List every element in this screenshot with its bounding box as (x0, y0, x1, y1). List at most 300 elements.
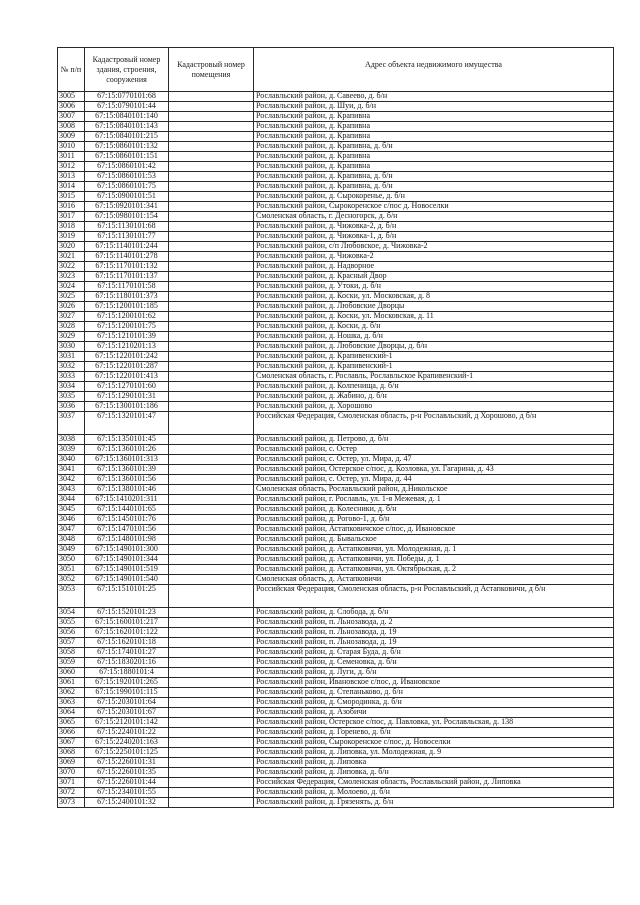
address-cell: Российская Федерация, Смоленская область, Рославльский район, д. Липовка (254, 778, 614, 788)
table-row (58, 435, 614, 445)
table-row (58, 392, 614, 402)
cadastral-building-cell: 67:15:1490101:540 (85, 575, 169, 585)
table-row (58, 252, 614, 262)
cadastral-room-cell (169, 372, 254, 382)
row-number: 3018 (58, 222, 85, 232)
table-row (58, 515, 614, 525)
cadastral-room-cell (169, 648, 254, 658)
cadastral-room-cell (169, 302, 254, 312)
address-cell: Рославльский район, д. Надворное (254, 262, 614, 272)
row-number: 3060 (58, 668, 85, 678)
row-number: 3042 (58, 475, 85, 485)
table-row (58, 678, 614, 688)
cadastral-building-cell: 67:15:1210201:13 (85, 342, 169, 352)
cadastral-room-cell (169, 698, 254, 708)
cadastral-room-cell (169, 402, 254, 412)
address-cell: Рославльский район, д. Хорошово (254, 402, 614, 412)
cadastral-room-cell (169, 362, 254, 372)
cadastral-room-cell (169, 718, 254, 728)
row-number: 3012 (58, 162, 85, 172)
cadastral-room-cell (169, 282, 254, 292)
table-row (58, 668, 614, 678)
address-cell: Рославльский район, д. Коски, ул. Московская, д. 8 (254, 292, 614, 302)
address-cell: Рославльский район, д. Савеево, д. б/н (254, 92, 614, 102)
row-number: 3054 (58, 608, 85, 618)
row-number: 3071 (58, 778, 85, 788)
row-number: 3031 (58, 352, 85, 362)
cadastral-building-cell: 67:15:1140101:278 (85, 252, 169, 262)
cadastral-building-cell: 67:15:1170101:132 (85, 262, 169, 272)
cadastral-room-cell (169, 758, 254, 768)
address-cell: Смоленская область, д. Астапковичи (254, 575, 614, 585)
row-number: 3011 (58, 152, 85, 162)
row-number: 3049 (58, 545, 85, 555)
cadastral-building-cell: 67:15:1300101:186 (85, 402, 169, 412)
table-row (58, 555, 614, 565)
cadastral-room-cell (169, 122, 254, 132)
cadastral-building-cell: 67:15:2260101:31 (85, 758, 169, 768)
cadastral-building-cell: 67:15:1510101:25 (85, 585, 169, 608)
cadastral-room-cell (169, 798, 254, 808)
cadastral-building-cell: 67:15:1490101:344 (85, 555, 169, 565)
table-row (58, 232, 614, 242)
table-row (58, 162, 614, 172)
address-cell: Рославльский район, д. Крапивенский-1 (254, 362, 614, 372)
cadastral-room-cell (169, 152, 254, 162)
table-row (58, 372, 614, 382)
address-cell: Рославльский район, д. Коски, ул. Московская, д. 11 (254, 312, 614, 322)
cadastral-room-cell (169, 565, 254, 575)
address-cell: Рославльский район, д. Шуи, д. б/н (254, 102, 614, 112)
cadastral-building-cell: 67:15:1620101:122 (85, 628, 169, 638)
address-cell: Рославльский район, д. Смородинка, д. б/н (254, 698, 614, 708)
cadastral-building-cell: 67:15:1360101:56 (85, 475, 169, 485)
cadastral-room-cell (169, 455, 254, 465)
cadastral-room-cell (169, 638, 254, 648)
address-cell: Рославльский район, Астапковичское с/пос, д. Ивановское (254, 525, 614, 535)
table-row (58, 788, 614, 798)
cadastral-room-cell (169, 608, 254, 618)
table-row (58, 638, 614, 648)
table-row (58, 708, 614, 718)
row-number: 3061 (58, 678, 85, 688)
row-number: 3026 (58, 302, 85, 312)
cadastral-building-cell: 67:15:1130101:77 (85, 232, 169, 242)
address-cell: Рославльский район, п. Льнозавода, д. 2 (254, 618, 614, 628)
cadastral-room-cell (169, 382, 254, 392)
cadastral-building-cell: 67:15:0790101:44 (85, 102, 169, 112)
row-number: 3028 (58, 322, 85, 332)
cadastral-building-cell: 67:15:2250101:125 (85, 748, 169, 758)
address-cell: Рославльский район, д. Крапивна (254, 132, 614, 142)
address-cell: Смоленская область, г. Десногорск, д. б/н (254, 212, 614, 222)
cadastral-building-cell: 67:15:1520101:23 (85, 608, 169, 618)
cadastral-building-cell: 67:15:1320101:47 (85, 412, 169, 435)
cadastral-building-cell: 67:15:1140101:244 (85, 242, 169, 252)
row-number: 3033 (58, 372, 85, 382)
row-number: 3045 (58, 505, 85, 515)
address-cell: Рославльский район, д. Молоево, д. б/н (254, 788, 614, 798)
table-row (58, 102, 614, 112)
table-row (58, 352, 614, 362)
row-number: 3009 (58, 132, 85, 142)
row-number: 3066 (58, 728, 85, 738)
table-row (58, 505, 614, 515)
row-number: 3047 (58, 525, 85, 535)
row-number: 3017 (58, 212, 85, 222)
row-number: 3025 (58, 292, 85, 302)
table-row (58, 212, 614, 222)
cadastral-building-cell: 67:15:1600101:217 (85, 618, 169, 628)
row-number: 3063 (58, 698, 85, 708)
table-row (58, 222, 614, 232)
header-cadastral-room: Кадастровый номер помещения (169, 48, 254, 92)
address-cell: Российская Федерация, Смоленская область, р-н Рославльский, д Астапковичи, д б/н (254, 585, 614, 608)
address-cell: Рославльский район, д. Сырокоренье, д. б/н (254, 192, 614, 202)
document-page (57, 47, 614, 808)
table-row (58, 92, 614, 102)
cadastral-building-cell: 67:15:1620101:18 (85, 638, 169, 648)
cadastral-building-cell: 67:15:1200101:185 (85, 302, 169, 312)
cadastral-room-cell (169, 132, 254, 142)
table-row (58, 272, 614, 282)
address-cell: Рославльский район, д. Колпенища, д. б/н (254, 382, 614, 392)
address-cell: Рославльский район, д. Астапковичи, ул. Победы, д. 1 (254, 555, 614, 565)
table-row (58, 322, 614, 332)
cadastral-room-cell (169, 162, 254, 172)
cadastral-building-cell: 67:15:1170101:58 (85, 282, 169, 292)
cadastral-building-cell: 67:15:1130101:68 (85, 222, 169, 232)
cadastral-room-cell (169, 658, 254, 668)
address-cell: Рославльский район, Ивановское с/пос, д. Ивановское (254, 678, 614, 688)
table-row (58, 362, 614, 372)
cadastral-room-cell (169, 515, 254, 525)
address-cell: Рославльский район, д. Чижовка-1, д. б/н (254, 232, 614, 242)
table-row (58, 332, 614, 342)
row-number: 3062 (58, 688, 85, 698)
table-row (58, 545, 614, 555)
cadastral-building-cell: 67:15:1220101:413 (85, 372, 169, 382)
cadastral-building-cell: 67:15:1290101:31 (85, 392, 169, 402)
row-number: 3064 (58, 708, 85, 718)
row-number: 3051 (58, 565, 85, 575)
cadastral-building-cell: 67:15:0840101:140 (85, 112, 169, 122)
address-cell: Рославльский район, д. Слобода, д. б/н (254, 608, 614, 618)
cadastral-room-cell (169, 412, 254, 435)
cadastral-building-cell: 67:15:1360101:313 (85, 455, 169, 465)
table-row (58, 292, 614, 302)
address-cell: Рославльский район, д. Липовка (254, 758, 614, 768)
table-row (58, 455, 614, 465)
table-row (58, 495, 614, 505)
cadastral-building-cell: 67:15:2030101:67 (85, 708, 169, 718)
cadastral-building-cell: 67:15:2240101:22 (85, 728, 169, 738)
row-number: 3008 (58, 122, 85, 132)
cadastral-building-cell: 67:15:1410201:311 (85, 495, 169, 505)
address-cell: Рославльский район, д. Степаньково, д. б/н (254, 688, 614, 698)
row-number: 3072 (58, 788, 85, 798)
table-row (58, 475, 614, 485)
cadastral-room-cell (169, 182, 254, 192)
cadastral-room-cell (169, 142, 254, 152)
row-number: 3035 (58, 392, 85, 402)
table-row (58, 172, 614, 182)
cadastral-building-cell: 67:15:1220101:287 (85, 362, 169, 372)
row-number: 3065 (58, 718, 85, 728)
cadastral-room-cell (169, 445, 254, 455)
address-cell: Российская Федерация, Смоленская область, р-н Рославльский, д Хорошово, д б/н (254, 412, 614, 435)
row-number: 3007 (58, 112, 85, 122)
address-cell: Рославльский район, д. Красный Двор (254, 272, 614, 282)
table-row (58, 112, 614, 122)
cadastral-building-cell: 67:15:2400101:32 (85, 798, 169, 808)
row-number: 3059 (58, 658, 85, 668)
cadastral-room-cell (169, 332, 254, 342)
address-cell: Рославльский район, д. Липовка, д. б/н (254, 768, 614, 778)
header-cadastral-building: Кадастровый номер здания, строения, сооружения (85, 48, 169, 92)
address-cell: Рославльский район, д. Ношка, д. б/н (254, 332, 614, 342)
row-number: 3069 (58, 758, 85, 768)
table-row (58, 608, 614, 618)
cadastral-room-cell (169, 392, 254, 402)
table-row (58, 152, 614, 162)
cadastral-building-cell: 67:15:1360101:26 (85, 445, 169, 455)
cadastral-room-cell (169, 192, 254, 202)
address-cell: Рославльский район, г. Рославль, ул. 1-я Межевая, д. 1 (254, 495, 614, 505)
table-row (58, 242, 614, 252)
cadastral-building-cell: 67:15:2240201:163 (85, 738, 169, 748)
address-cell: Рославльский район, д. Крапивна (254, 122, 614, 132)
table-body (58, 92, 614, 808)
table-row (58, 182, 614, 192)
cadastral-building-cell: 67:15:1270101:60 (85, 382, 169, 392)
cadastral-room-cell (169, 232, 254, 242)
cadastral-building-cell: 67:15:0840101:215 (85, 132, 169, 142)
cadastral-room-cell (169, 788, 254, 798)
cadastral-room-cell (169, 545, 254, 555)
address-cell: Рославльский район, д. Рогово-1, д. б/н (254, 515, 614, 525)
address-cell: Рославльский район, д. Луги, д. б/н (254, 668, 614, 678)
address-cell: Рославльский район, д. Крапивна, д. б/н (254, 172, 614, 182)
row-number: 3041 (58, 465, 85, 475)
row-number: 3037 (58, 412, 85, 435)
table-row (58, 698, 614, 708)
row-number: 3057 (58, 638, 85, 648)
table-row (58, 132, 614, 142)
cadastral-room-cell (169, 585, 254, 608)
address-cell: Рославльский район, д. Бывальское (254, 535, 614, 545)
cadastral-room-cell (169, 292, 254, 302)
header-address: Адрес объекта недвижимого имущества (254, 48, 614, 92)
cadastral-building-cell: 67:15:2340101:55 (85, 788, 169, 798)
address-cell: Рославльский район, д. Петрово, д. б/н (254, 435, 614, 445)
table-row (58, 768, 614, 778)
cadastral-building-cell: 67:15:1880101:4 (85, 668, 169, 678)
cadastral-building-cell: 67:15:0770101:68 (85, 92, 169, 102)
cadastral-building-cell: 67:15:1440101:65 (85, 505, 169, 515)
table-row (58, 535, 614, 545)
table-row (58, 628, 614, 638)
row-number: 3013 (58, 172, 85, 182)
table-row (58, 312, 614, 322)
address-cell: Рославльский район, д. Крапивна (254, 112, 614, 122)
cadastral-building-cell: 67:15:1210101:39 (85, 332, 169, 342)
row-number: 3052 (58, 575, 85, 585)
row-number: 3029 (58, 332, 85, 342)
row-number: 3019 (58, 232, 85, 242)
cadastral-building-cell: 67:15:1490101:300 (85, 545, 169, 555)
cadastral-room-cell (169, 668, 254, 678)
address-cell: Рославльский район, с. Остер, ул. Мира, д. 44 (254, 475, 614, 485)
cadastral-room-cell (169, 342, 254, 352)
row-number: 3048 (58, 535, 85, 545)
cadastral-building-cell: 67:15:1360101:39 (85, 465, 169, 475)
row-number: 3056 (58, 628, 85, 638)
cadastral-building-cell: 67:15:0920101:341 (85, 202, 169, 212)
address-cell: Рославльский район, д. Утоки, д. б/н (254, 282, 614, 292)
row-number: 3046 (58, 515, 85, 525)
cadastral-building-cell: 67:15:1990101:115 (85, 688, 169, 698)
cadastral-room-cell (169, 212, 254, 222)
address-cell: Рославльский район, д. Старая Буда, д. б/н (254, 648, 614, 658)
row-number: 3024 (58, 282, 85, 292)
row-number: 3015 (58, 192, 85, 202)
address-cell: Рославльский район, д. Грязенять, д. б/н (254, 798, 614, 808)
table-row (58, 585, 614, 608)
cadastral-building-cell: 67:15:0840101:143 (85, 122, 169, 132)
table-row (58, 302, 614, 312)
table-row (58, 142, 614, 152)
row-number: 3022 (58, 262, 85, 272)
address-cell: Рославльский район, д. Жабино, д. б/н (254, 392, 614, 402)
table-row (58, 382, 614, 392)
cadastral-room-cell (169, 312, 254, 322)
cadastral-building-cell: 67:15:1920101:265 (85, 678, 169, 688)
table-row (58, 648, 614, 658)
cadastral-room-cell (169, 202, 254, 212)
address-cell: Рославльский район, д. Коски, д. б/н (254, 322, 614, 332)
cadastral-room-cell (169, 748, 254, 758)
cadastral-room-cell (169, 535, 254, 545)
table-row (58, 465, 614, 475)
cadastral-room-cell (169, 495, 254, 505)
cadastral-building-cell: 67:15:1740101:27 (85, 648, 169, 658)
row-number: 3039 (58, 445, 85, 455)
cadastral-building-cell: 67:15:1220101:242 (85, 352, 169, 362)
cadastral-room-cell (169, 262, 254, 272)
cadastral-room-cell (169, 778, 254, 788)
address-cell: Рославльский район, с. Остер, ул. Мира, д. 47 (254, 455, 614, 465)
cadastral-room-cell (169, 688, 254, 698)
cadastral-building-cell: 67:15:1350101:45 (85, 435, 169, 445)
cadastral-room-cell (169, 252, 254, 262)
table-row (58, 485, 614, 495)
cadastral-room-cell (169, 112, 254, 122)
cadastral-building-cell: 67:15:2030101:64 (85, 698, 169, 708)
table-row (58, 778, 614, 788)
row-number: 3006 (58, 102, 85, 112)
cadastral-room-cell (169, 222, 254, 232)
table-row (58, 798, 614, 808)
cadastral-room-cell (169, 102, 254, 112)
table-row (58, 202, 614, 212)
cadastral-room-cell (169, 172, 254, 182)
table-row (58, 748, 614, 758)
address-cell: Рославльский район, Сырокоренское с/пос д. Новоселки (254, 202, 614, 212)
table-row (58, 525, 614, 535)
table-row (58, 342, 614, 352)
cadastral-building-cell: 67:15:0900101:51 (85, 192, 169, 202)
cadastral-room-cell (169, 738, 254, 748)
table-row (58, 282, 614, 292)
address-cell: Рославльский район, д. Астапковичи, ул. Октябрьская, д. 2 (254, 565, 614, 575)
cadastral-room-cell (169, 242, 254, 252)
cadastral-building-cell: 67:15:1480101:98 (85, 535, 169, 545)
address-cell: Рославльский район, п. Льнозавода, д. 19 (254, 628, 614, 638)
cadastral-room-cell (169, 678, 254, 688)
row-number: 3032 (58, 362, 85, 372)
address-cell: Рославльский район, д. Чижовка-2 (254, 252, 614, 262)
table-row (58, 412, 614, 435)
row-number: 3055 (58, 618, 85, 628)
cadastral-building-cell: 67:15:0860101:53 (85, 172, 169, 182)
address-cell: Рославльский район, с/п Любовское, д. Чижовка-2 (254, 242, 614, 252)
cadastral-room-cell (169, 525, 254, 535)
table-row (58, 575, 614, 585)
row-number: 3023 (58, 272, 85, 282)
cadastral-building-cell: 67:15:2260101:35 (85, 768, 169, 778)
cadastral-room-cell (169, 475, 254, 485)
address-cell: Рославльский район, с. Остер (254, 445, 614, 455)
cadastral-building-cell: 67:15:1180101:373 (85, 292, 169, 302)
table-header-row (58, 48, 614, 92)
row-number: 3038 (58, 435, 85, 445)
cadastral-room-cell (169, 272, 254, 282)
row-number: 3053 (58, 585, 85, 608)
address-cell: Рославльский район, д. Горенево, д. б/н (254, 728, 614, 738)
table-row (58, 728, 614, 738)
cadastral-room-cell (169, 92, 254, 102)
cadastral-building-cell: 67:15:1470101:56 (85, 525, 169, 535)
table-row (58, 688, 614, 698)
cadastral-building-cell: 67:15:1830201:16 (85, 658, 169, 668)
row-number: 3058 (58, 648, 85, 658)
cadastral-room-cell (169, 485, 254, 495)
property-table (57, 47, 614, 808)
cadastral-building-cell: 67:15:0980101:154 (85, 212, 169, 222)
row-number: 3067 (58, 738, 85, 748)
address-cell: Рославльский район, д. Крапивна, д. б/н (254, 182, 614, 192)
address-cell: Рославльский район, Остерское с/пос, д. Павловка, ул. Рославльская, д. 138 (254, 718, 614, 728)
table-row (58, 262, 614, 272)
address-cell: Рославльский район, д. Астапковичи, ул. Молодежная, д. 1 (254, 545, 614, 555)
cadastral-room-cell (169, 575, 254, 585)
table-row (58, 402, 614, 412)
row-number: 3030 (58, 342, 85, 352)
cadastral-room-cell (169, 708, 254, 718)
row-number: 3005 (58, 92, 85, 102)
header-num: № п/п (58, 48, 85, 92)
row-number: 3034 (58, 382, 85, 392)
table-row (58, 618, 614, 628)
cadastral-room-cell (169, 555, 254, 565)
row-number: 3050 (58, 555, 85, 565)
cadastral-room-cell (169, 618, 254, 628)
cadastral-building-cell: 67:15:1450101:76 (85, 515, 169, 525)
table-row (58, 738, 614, 748)
row-number: 3021 (58, 252, 85, 262)
table-row (58, 122, 614, 132)
